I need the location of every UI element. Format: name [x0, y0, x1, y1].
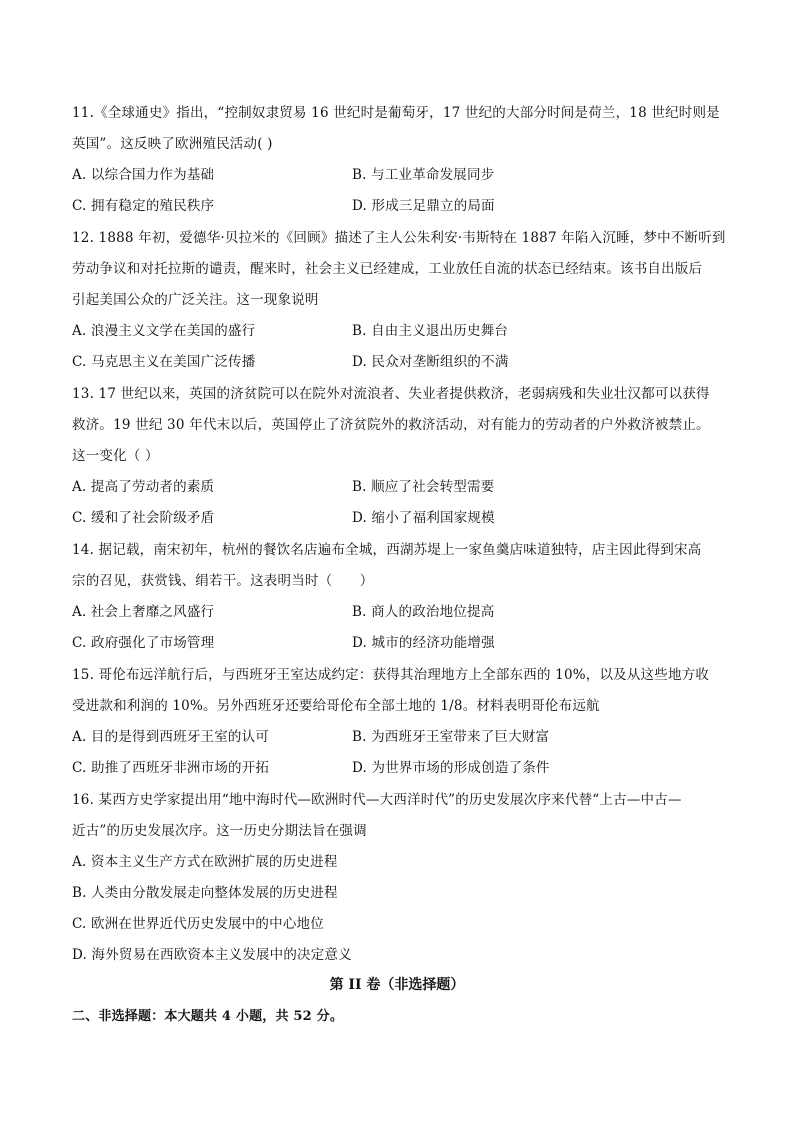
q15-option-c: C. 助推了西班牙非洲市场的开拓	[72, 760, 270, 776]
q13-option-a: A. 提高了劳动者的素质	[72, 479, 215, 495]
q15-stem-line-2: 受进款和利润的 10%。另外西班牙还要给哥伦布全部土地的 1/8。材料表明哥伦布远航	[72, 698, 600, 714]
q14-option-a: A. 社会上奢靡之风盛行	[72, 604, 215, 620]
q14-option-b: B. 商人的政治地位提高	[352, 604, 495, 620]
q12-option-c: C. 马克思主义在美国广泛传播	[72, 354, 256, 370]
q11-stem-line-2: 英国”。这反映了欧洲殖民活动( )	[72, 136, 273, 152]
q12-option-d: D. 民众对垄断组织的不满	[352, 354, 509, 370]
q16-stem-line-1: 16. 某西方史学家提出用“地中海时代—欧洲时代—大西洋时代”的历史发展次序来代替“上古—中古—	[72, 792, 682, 808]
q15-option-d: D. 为世界市场的形成创造了条件	[352, 760, 550, 776]
section-intro: 二、非选择题：本大题共 4 小题，共 52 分。	[72, 1009, 344, 1024]
q15-option-a: A. 目的是得到西班牙王室的认可	[72, 729, 270, 745]
q12-option-b: B. 自由主义退出历史舞台	[352, 323, 509, 339]
q14-stem-line-2: 宗的召见，获赏钱、绢若干。这表明当时（ ）	[72, 573, 374, 589]
q16-option-b: B. 人类由分散发展走向整体发展的历史进程	[72, 885, 338, 901]
q12-option-a: A. 浪漫主义文学在美国的盛行	[72, 323, 256, 339]
q12-stem-line-1: 12. 1888 年初，爱德华·贝拉米的《回顾》描述了主人公朱利安·韦斯特在 1887 年陷入沉睡，梦中不断听到	[72, 230, 726, 246]
q15-option-b: B. 为西班牙王室带来了巨大财富	[352, 729, 550, 745]
q11-option-a: A. 以综合国力作为基础	[72, 167, 215, 183]
q13-stem-line-3: 这一变化（ ）	[72, 448, 159, 464]
q13-stem-line-1: 13. 17 世纪以来，英国的济贫院可以在院外对流浪者、失业者提供救济，老弱病残和失业壮汉都可以获得	[72, 386, 710, 402]
q14-stem-line-1: 14. 据记载，南宋初年，杭州的餐饮名店遍布全城，西湖苏堤上一家鱼羹店味道独特，店主因此得到宋高	[72, 542, 702, 558]
q13-option-b: B. 顺应了社会转型需要	[352, 479, 495, 495]
section-title: 第 II 卷（非选择题）	[329, 977, 465, 993]
q12-stem-line-2: 劳动争议和对托拉斯的谴责，醒来时，社会主义已经建成，工业放任自流的状态已经结束。该书自出版后	[72, 261, 703, 277]
q16-option-c: C. 欧洲在世界近代历史发展中的中心地位	[72, 916, 324, 932]
q13-option-c: C. 缓和了社会阶级矛盾	[72, 510, 215, 526]
q11-option-b: B. 与工业革命发展同步	[352, 167, 495, 183]
q11-option-d: D. 形成三足鼎立的局面	[352, 198, 495, 214]
q13-option-d: D. 缩小了福利国家规模	[352, 510, 495, 526]
q11-option-c: C. 拥有稳定的殖民秩序	[72, 198, 215, 214]
q14-option-d: D. 城市的经济功能增强	[352, 635, 495, 651]
q16-stem-line-2: 近古”的历史发展次序。这一历史分期法旨在强调	[72, 823, 367, 839]
q16-option-d: D. 海外贸易在西欧资本主义发展中的决定意义	[72, 947, 352, 963]
q11-stem-line-1: 11.《全球通史》指出，“控制奴隶贸易 16 世纪时是葡萄牙，17 世纪的大部分时间是荷兰，18 世纪时则是	[72, 105, 720, 121]
q12-stem-line-3: 引起美国公众的广泛关注。这一现象说明	[72, 292, 319, 308]
q14-option-c: C. 政府强化了市场管理	[72, 635, 215, 651]
q13-stem-line-2: 救济。19 世纪 30 年代末以后，英国停止了济贫院外的救济活动，对有能力的劳动者的户外救济被禁止。	[72, 417, 710, 433]
q16-option-a: A. 资本主义生产方式在欧洲扩展的历史进程	[72, 854, 338, 870]
q15-stem-line-1: 15. 哥伦布远洋航行后，与西班牙王室达成约定：获得其治理地方上全部东西的 10%，以及从这些地方收	[72, 667, 710, 683]
